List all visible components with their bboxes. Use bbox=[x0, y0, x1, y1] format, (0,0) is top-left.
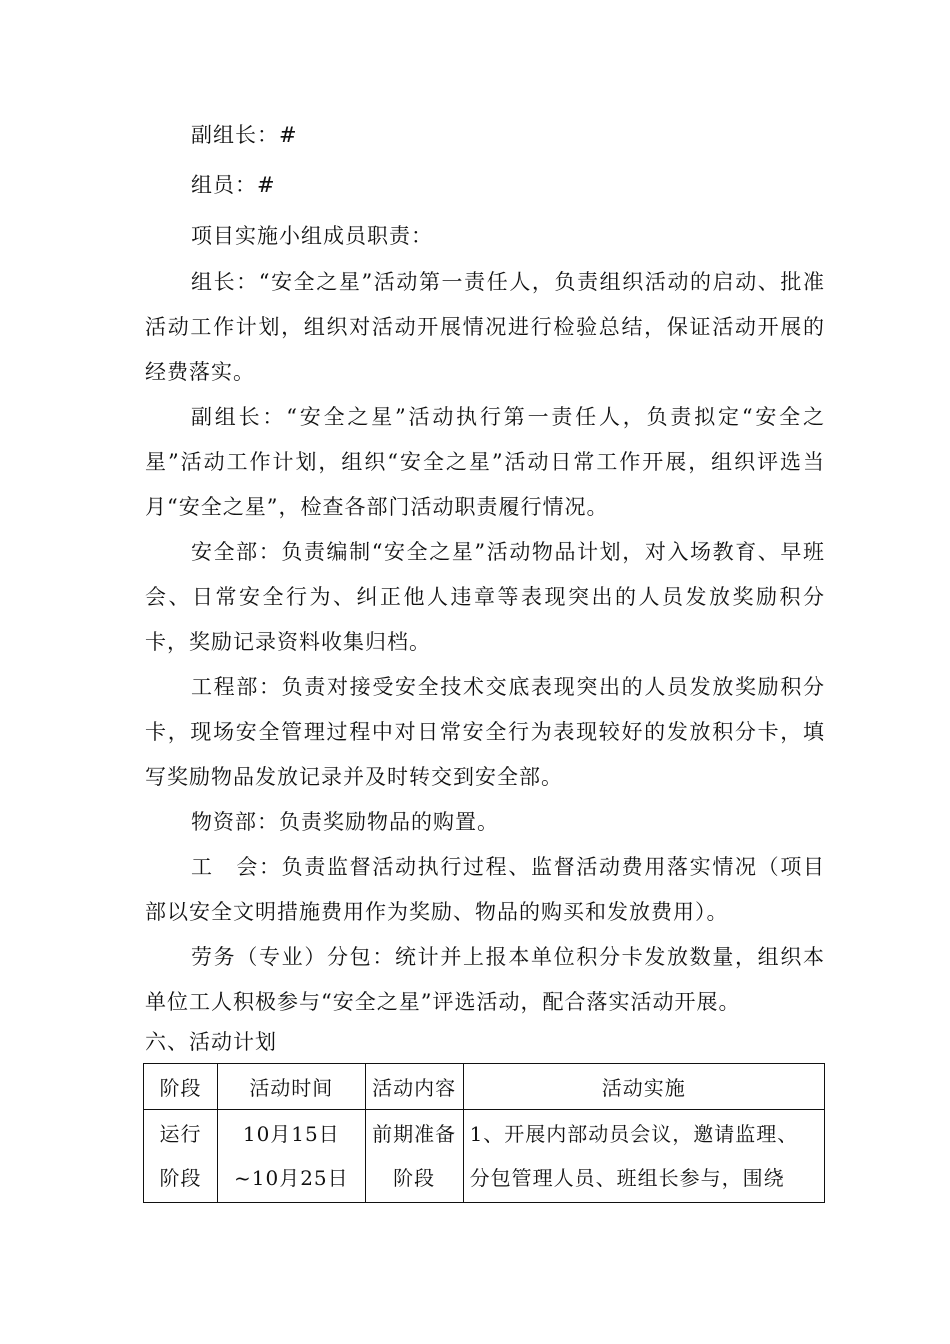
paragraph-union: 工 会：负责监督活动执行过程、监督活动费用落实情况（项目部以安全文明措施费用作为奖励、物品的购买和发放费用）。 bbox=[145, 855, 825, 924]
activity-plan-table bbox=[143, 1063, 825, 1203]
cell-time-end: ~10月25日 bbox=[233, 1166, 349, 1190]
paragraph-engineering-dept: 工程部：负责对接受安全技术交底表现突出的人员发放奖励积分卡，现场安全管理过程中对日常安全行为表现较好的发放积分卡，填写奖励物品发放记录并及时转交到安全部。 bbox=[145, 675, 825, 789]
header-implementation: 活动实施 bbox=[463, 1064, 824, 1110]
section-heading-activity-plan: 六、活动计划 bbox=[145, 1030, 277, 1054]
paragraph-deputy-duties: 副组长：“安全之星”活动执行第一责任人，负责拟定“安全之星”活动工作计划，组织“安全之星”活动日常工作开展，组织评选当月“安全之星”，检查各部门活动职责履行情况。 bbox=[145, 405, 825, 519]
cell-implementation: 1、开展内部动员会议，邀请监理、分包管理人员、班组长参与，围绕 bbox=[463, 1110, 824, 1203]
paragraph-materials-dept: 物资部：负责奖励物品的购置。 bbox=[191, 810, 499, 834]
cell-content: 前期准备阶段 bbox=[365, 1110, 463, 1203]
header-content: 活动内容 bbox=[365, 1064, 463, 1110]
paragraph-safety-dept: 安全部：负责编制“安全之星”活动物品计划，对入场教育、早班会、日常安全行为、纠正他人违章等表现突出的人员发放奖励积分卡，奖励记录资料收集归档。 bbox=[145, 540, 825, 654]
table-row bbox=[144, 1110, 825, 1203]
header-time: 活动时间 bbox=[217, 1064, 365, 1110]
paragraph-duties-intro: 项目实施小组成员职责： bbox=[191, 224, 433, 248]
table-header-row bbox=[144, 1064, 825, 1110]
header-stage: 阶段 bbox=[144, 1064, 218, 1110]
cell-time bbox=[217, 1110, 365, 1203]
cell-stage: 运行阶段 bbox=[144, 1110, 218, 1203]
paragraph-deputy-leader: 副组长：# bbox=[191, 123, 298, 147]
paragraph-members: 组员：# bbox=[191, 173, 276, 197]
paragraph-subcontract: 劳务（专业）分包：统计并上报本单位积分卡发放数量，组织本单位工人积极参与“安全之星”评选活动，配合落实活动开展。 bbox=[145, 945, 825, 1014]
paragraph-leader-duties: 组长：“安全之星”活动第一责任人，负责组织活动的启动、批准活动工作计划，组织对活动开展情况进行检验总结，保证活动开展的经费落实。 bbox=[145, 270, 825, 384]
cell-time-start: 10月15日 bbox=[242, 1122, 340, 1146]
